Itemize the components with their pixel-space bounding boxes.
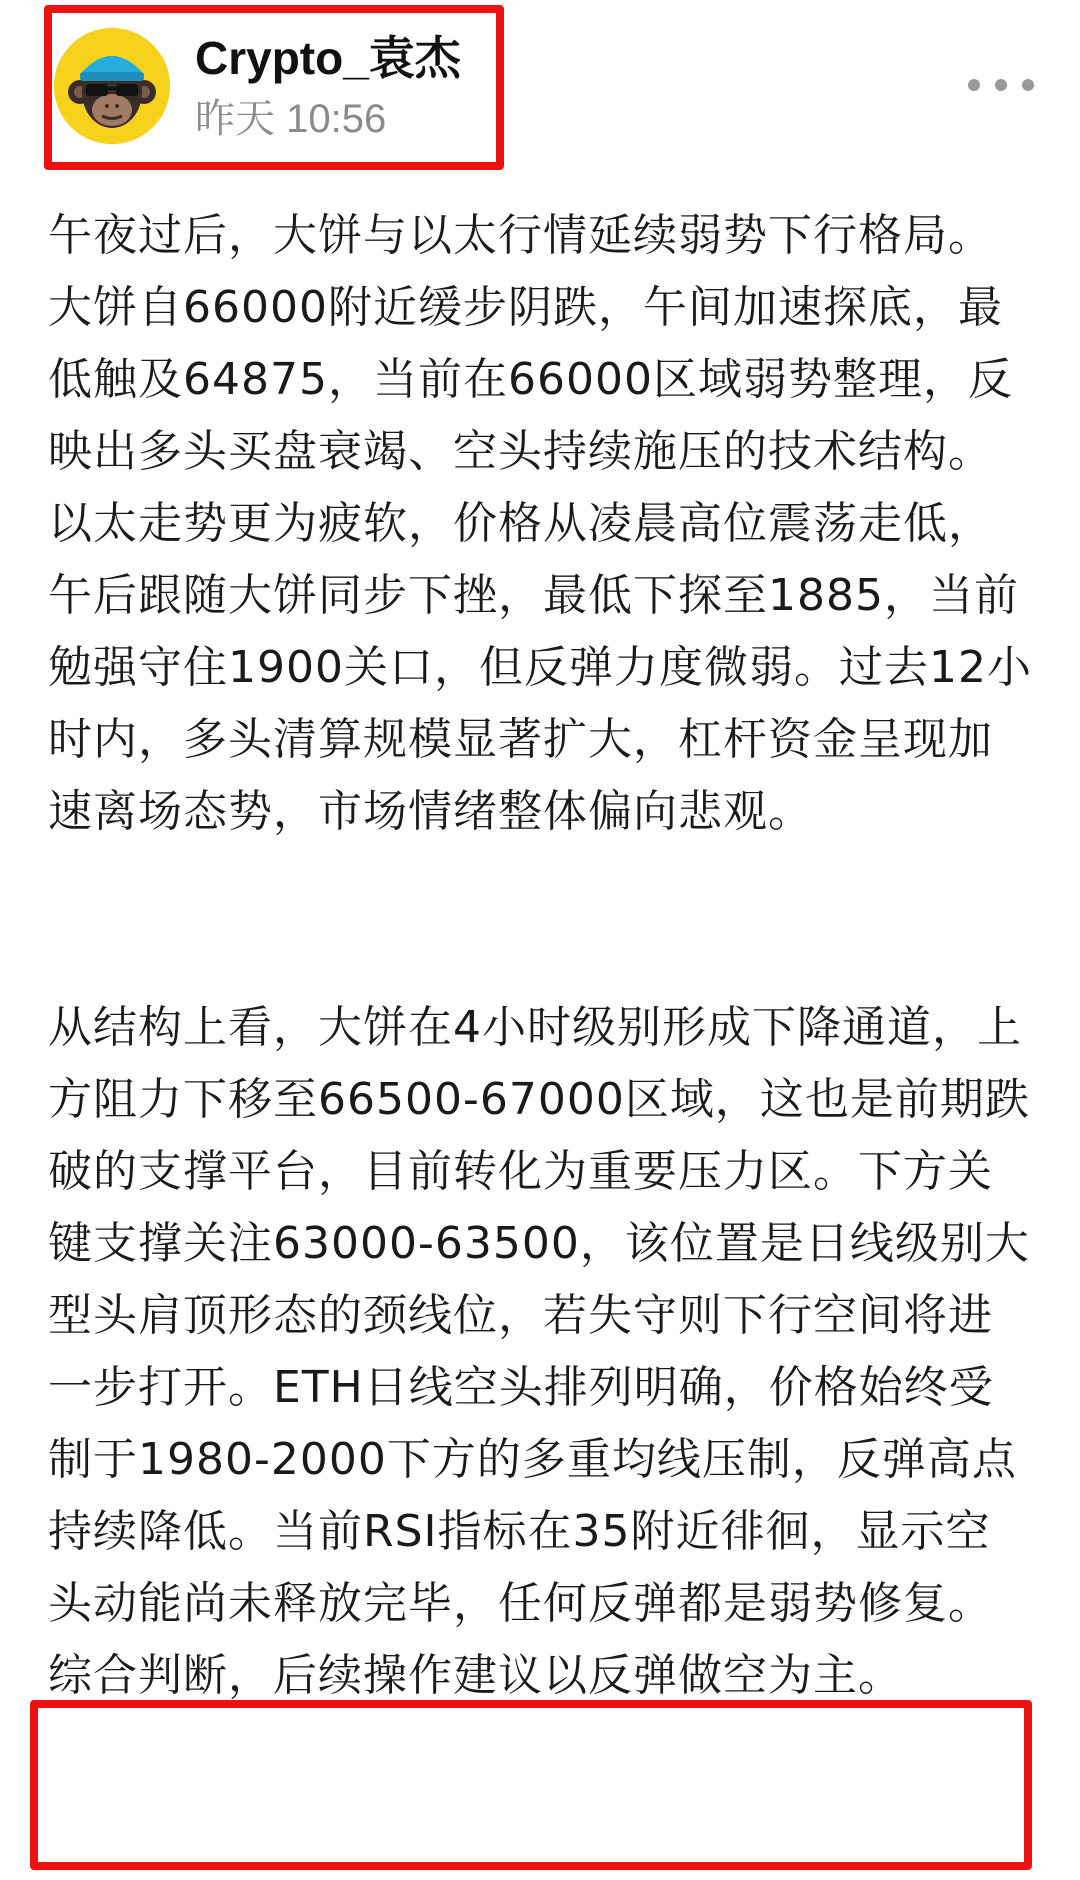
more-horizontal-icon-dot-3 (1022, 79, 1034, 91)
conclusion-highlight-box (30, 1700, 1032, 1870)
ape-avatar-icon (54, 28, 170, 144)
post-paragraph-2: 从结构上看，大饼在4小时级别形成下降通道，上方阻力下移至66500-67000区域，这也是前期跌破的支撑平台，目前转化为重要压力区。下方关键支撑关注63000-63500，该位置是日线级别大型头肩顶形态的颈线位，若失守则下行空间将进一步打开。ETH日线空头排列明确，价格始终受制于1980-2000下方的多重均线压制，反弹高点持续降低。当前RSI指标在35附近徘徊，显示空头动能尚未释放完毕，任何反弹都是弱势修复。综合判断，后续操作建议以反弹做空为主。 (48, 1002, 1030, 1701)
post-time: 昨天 10:56 (195, 97, 387, 141)
author-name[interactable]: Crypto_袁杰 (195, 32, 461, 84)
more-options-button[interactable] (968, 70, 1034, 100)
paragraph-spacer (48, 848, 1033, 992)
post-header (0, 0, 1080, 175)
more-horizontal-icon (968, 79, 980, 91)
avatar[interactable] (54, 28, 170, 144)
more-horizontal-icon-dot-2 (995, 79, 1007, 91)
post-paragraph-1: 午夜过后，大饼与以太行情延续弱势下行格局。大饼自66000附近缓步阴跌，午间加速探底，最低触及64875，当前在66000区域弱势整理，反映出多头买盘衰竭、空头持续施压的技术结构。以太走势更为疲软，价格从凌晨高位震荡走低，午后跟随大饼同步下挫，最低下探至1885，当前勉强守住1900关口，但反弹力度微弱。过去12小时内，多头清算规模显著扩大，杠杆资金呈现加速离场态势，市场情绪整体偏向悲观。 (48, 210, 1032, 837)
post-body (48, 200, 1033, 1712)
